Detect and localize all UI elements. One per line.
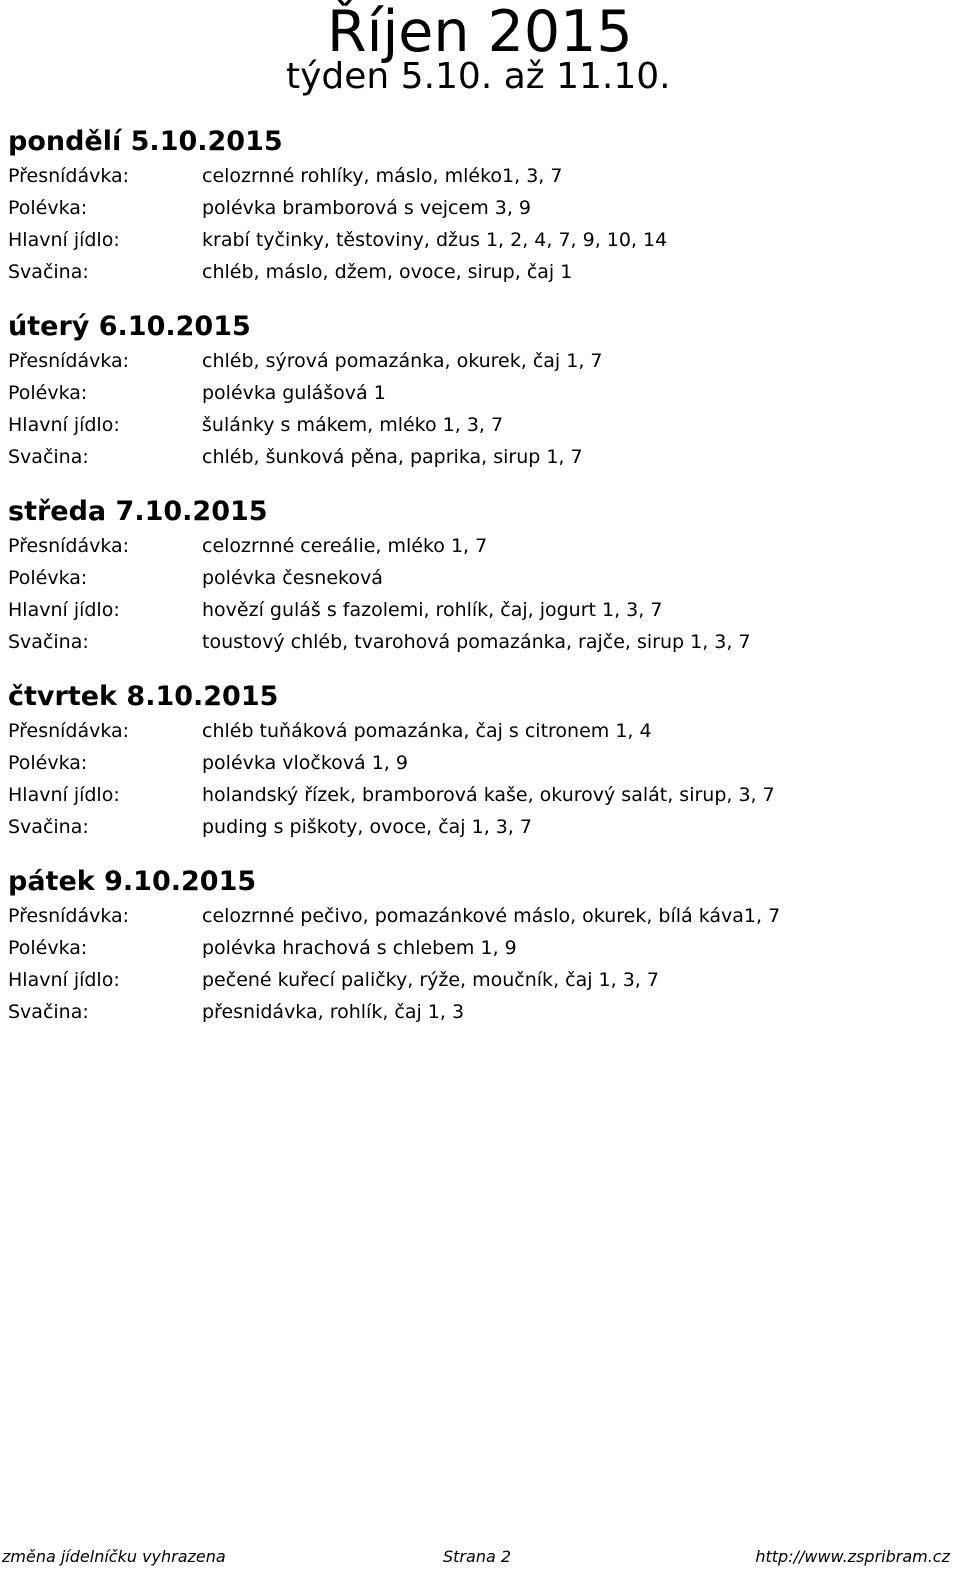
row-label: Svačina: bbox=[8, 816, 89, 838]
row-value: přesnidávka, rohlík, čaj 1, 3 bbox=[202, 1001, 465, 1023]
day-title: úterý 6.10.2015 bbox=[8, 311, 251, 342]
row-label: Polévka: bbox=[8, 937, 88, 959]
page-header bbox=[0, 0, 960, 110]
row-label: Hlavní jídlo: bbox=[8, 414, 120, 436]
row-value: krabí tyčinky, těstoviny, džus 1, 2, 4, 7, 9, 10, 14 bbox=[202, 229, 668, 251]
row-value: puding s piškoty, ovoce, čaj 1, 3, 7 bbox=[202, 816, 533, 838]
row-value: polévka gulášová 1 bbox=[202, 382, 386, 404]
month-title: Říjen 2015 bbox=[327, 0, 633, 65]
row-value: toustový chléb, tvarohová pomazánka, rajče, sirup 1, 3, 7 bbox=[202, 631, 751, 653]
menu-row-snack-morning bbox=[8, 530, 948, 562]
row-label: Hlavní jídlo: bbox=[8, 599, 120, 621]
menu-days bbox=[8, 124, 948, 1049]
menu-row-soup bbox=[8, 377, 948, 409]
row-label: Hlavní jídlo: bbox=[8, 229, 120, 251]
row-label: Přesnídávka: bbox=[8, 905, 130, 927]
day-thursday bbox=[8, 679, 948, 864]
menu-row-main bbox=[8, 779, 948, 811]
footer-website-url: http://www.zspribram.cz bbox=[755, 1547, 950, 1566]
menu-row-soup bbox=[8, 747, 948, 779]
menu-row-snack-morning bbox=[8, 345, 948, 377]
row-label: Polévka: bbox=[8, 567, 88, 589]
menu-row-main bbox=[8, 409, 948, 441]
row-value: celozrnné cereálie, mléko 1, 7 bbox=[202, 535, 488, 557]
row-label: Svačina: bbox=[8, 1001, 89, 1023]
row-value: polévka česneková bbox=[202, 567, 383, 589]
row-label: Přesnídávka: bbox=[8, 165, 130, 187]
row-label: Polévka: bbox=[8, 752, 88, 774]
row-value: polévka bramborová s vejcem 3, 9 bbox=[202, 197, 531, 219]
row-value: celozrnné rohlíky, máslo, mléko1, 3, 7 bbox=[202, 165, 563, 187]
row-label: Hlavní jídlo: bbox=[8, 784, 120, 806]
row-label: Polévka: bbox=[8, 197, 88, 219]
footer-disclaimer: změna jídelníčku vyhrazena bbox=[2, 1547, 226, 1566]
row-value: polévka vločková 1, 9 bbox=[202, 752, 408, 774]
week-subtitle: týden 5.10. až 11.10. bbox=[286, 56, 671, 97]
menu-row-soup bbox=[8, 192, 948, 224]
row-value: polévka hrachová s chlebem 1, 9 bbox=[202, 937, 517, 959]
day-title: pondělí 5.10.2015 bbox=[8, 126, 283, 157]
day-tuesday bbox=[8, 309, 948, 494]
day-title: čtvrtek 8.10.2015 bbox=[8, 681, 279, 712]
row-label: Přesnídávka: bbox=[8, 720, 130, 742]
menu-row-snack-afternoon bbox=[8, 811, 948, 843]
menu-row-snack-morning bbox=[8, 715, 948, 747]
menu-row-snack-afternoon bbox=[8, 256, 948, 288]
row-value: chléb, šunková pěna, paprika, sirup 1, 7 bbox=[202, 446, 583, 468]
day-friday bbox=[8, 864, 948, 1049]
menu-row-snack-afternoon bbox=[8, 996, 948, 1028]
row-value: chléb, sýrová pomazánka, okurek, čaj 1, 7 bbox=[202, 350, 603, 372]
row-label: Svačina: bbox=[8, 261, 89, 283]
row-value: hovězí guláš s fazolemi, rohlík, čaj, jogurt 1, 3, 7 bbox=[202, 599, 663, 621]
row-label: Svačina: bbox=[8, 446, 89, 468]
row-value: chléb tuňáková pomazánka, čaj s citronem 1, 4 bbox=[202, 720, 652, 742]
row-value: šulánky s mákem, mléko 1, 3, 7 bbox=[202, 414, 504, 436]
menu-row-snack-morning bbox=[8, 160, 948, 192]
row-value: holandský řízek, bramborová kaše, okurový salát, sirup, 3, 7 bbox=[202, 784, 775, 806]
row-label: Přesnídávka: bbox=[8, 535, 130, 557]
day-title: středa 7.10.2015 bbox=[8, 496, 268, 527]
day-monday bbox=[8, 124, 948, 309]
row-value: chléb, máslo, džem, ovoce, sirup, čaj 1 bbox=[202, 261, 573, 283]
menu-row-main bbox=[8, 224, 948, 256]
menu-row-snack-morning bbox=[8, 900, 948, 932]
row-label: Hlavní jídlo: bbox=[8, 969, 120, 991]
page-number: Strana 2 bbox=[443, 1547, 512, 1566]
row-label: Svačina: bbox=[8, 631, 89, 653]
menu-row-main bbox=[8, 964, 948, 996]
page-footer bbox=[0, 1544, 960, 1570]
row-label: Polévka: bbox=[8, 382, 88, 404]
row-value: celozrnné pečivo, pomazánkové máslo, okurek, bílá káva1, 7 bbox=[202, 905, 781, 927]
row-value: pečené kuřecí paličky, rýže, moučník, čaj 1, 3, 7 bbox=[202, 969, 659, 991]
menu-row-main bbox=[8, 594, 948, 626]
menu-row-snack-afternoon bbox=[8, 441, 948, 473]
day-title: pátek 9.10.2015 bbox=[8, 866, 257, 897]
menu-row-soup bbox=[8, 562, 948, 594]
day-wednesday bbox=[8, 494, 948, 679]
menu-row-soup bbox=[8, 932, 948, 964]
menu-row-snack-afternoon bbox=[8, 626, 948, 658]
row-label: Přesnídávka: bbox=[8, 350, 130, 372]
